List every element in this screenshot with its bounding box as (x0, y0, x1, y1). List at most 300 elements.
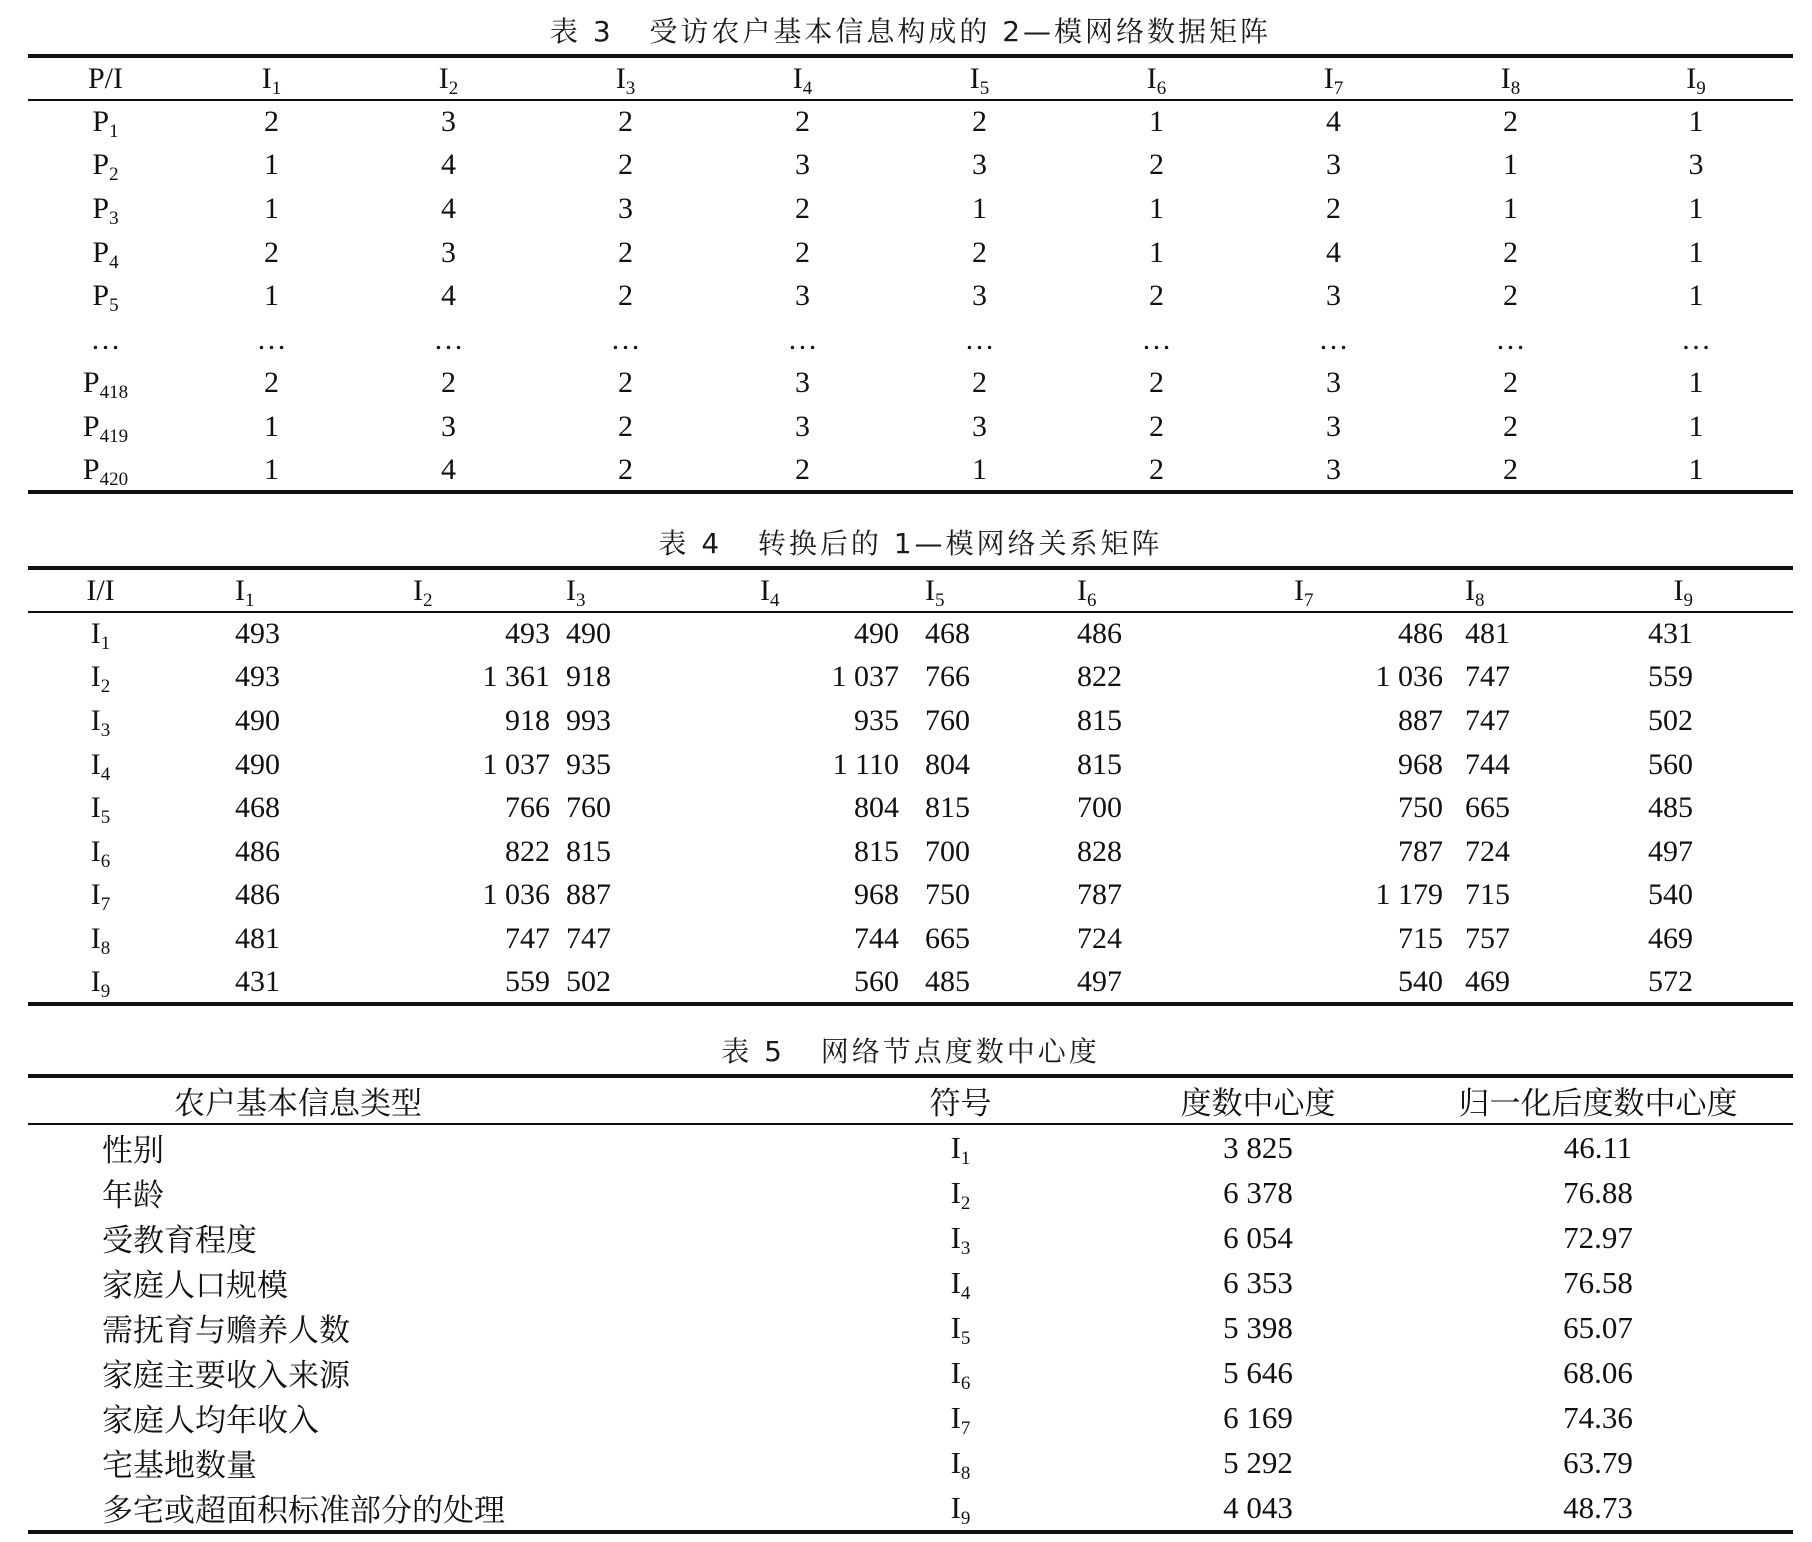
table3-cell: 1 (264, 148, 279, 182)
label-subscript: 2 (448, 77, 459, 99)
table3-row-header (28, 100, 183, 144)
table3-cell: 2 (1149, 366, 1164, 400)
table5-degree-cell: 3 825 (1223, 1129, 1293, 1165)
table3-cell: 2 (795, 191, 810, 225)
table4-cell: 560 (704, 961, 911, 1005)
label-subscript: 1 (100, 633, 111, 655)
table-row (28, 100, 1793, 144)
label-subscript: 2 (423, 589, 433, 611)
table3-cell: 2 (795, 235, 810, 269)
table4-cell: 747 (505, 921, 550, 955)
table3-row-header (28, 449, 183, 493)
table4-cell: 665 (925, 921, 970, 955)
table4-cell: 469 (1648, 921, 1693, 955)
table4-cell: 815 (1077, 747, 1122, 781)
label-subscript: 4 (802, 77, 813, 99)
label-base: I (90, 834, 101, 868)
table3-cell: … (787, 322, 818, 356)
label-subscript: 5 (935, 589, 945, 611)
table4-cell: 744 (1465, 747, 1510, 781)
table4-caption: 表 4 转换后的 1—模网络关系矩阵 (658, 527, 1163, 560)
table3-cell: 2 (618, 105, 633, 139)
table5-symbol-cell (688, 1215, 1073, 1260)
table4-cell: 431 (1648, 617, 1693, 651)
table3 (28, 54, 1793, 494)
table-row (28, 1170, 1793, 1215)
table4-cell: 760 (925, 703, 970, 737)
label-base: I (90, 878, 101, 912)
table3-corner: P/I (28, 56, 183, 100)
label-base: P (82, 452, 100, 486)
label-base: I (90, 791, 101, 825)
table3-cell: 1 (1503, 191, 1518, 225)
label-subscript: 2 (109, 164, 119, 186)
label-base: P (92, 148, 110, 182)
label-subscript: 9 (960, 1507, 971, 1529)
table4-cell: 502 (1648, 703, 1693, 737)
table-row (28, 144, 1793, 188)
label-subscript: 8 (960, 1462, 971, 1484)
table5-normalized-cell: 48.73 (1403, 1485, 1793, 1532)
table5-degree-cell: 5 646 (1223, 1354, 1293, 1390)
table4-cell: 815 (854, 834, 899, 868)
table3-cell: 2 (1503, 409, 1518, 443)
table3-cell: 2 (1326, 191, 1341, 225)
table5-degree-cell: 4 043 (1073, 1485, 1403, 1532)
table3-cell: 2 (972, 105, 987, 139)
table4-cell: 887 (1398, 703, 1443, 737)
label-base: I (235, 573, 245, 607)
table-row (28, 274, 1793, 318)
table4-corner: I/I (28, 568, 173, 612)
table4-col-header (1449, 568, 1597, 612)
table-row (28, 1350, 1793, 1395)
table-row (28, 1485, 1793, 1532)
table5-degree-cell: 6 054 (1223, 1219, 1293, 1255)
table3-cell: 1 (972, 191, 987, 225)
table5-header-symbol: 符号 (688, 1076, 1073, 1124)
table5-normalized-cell: 74.36 (1563, 1399, 1633, 1435)
table3-cell: 4 (360, 449, 537, 493)
table4-col-header (1238, 568, 1449, 612)
label-subscript: 5 (960, 1327, 971, 1349)
label-subscript: 2 (960, 1192, 971, 1214)
table3-cell: 2 (441, 366, 456, 400)
table-row (28, 231, 1793, 275)
label-subscript: 6 (960, 1372, 971, 1394)
table3-cell: 1 (1599, 449, 1793, 493)
table4-section (28, 522, 1793, 1006)
table4-cell: 486 (1398, 617, 1443, 651)
table3-cell: 3 (1688, 148, 1704, 182)
table4-row-header (28, 656, 173, 700)
table3-cell: 1 (1688, 279, 1704, 313)
label-subscript: 3 (576, 589, 586, 611)
table4-cell: 486 (235, 878, 280, 912)
table4-cell: 887 (566, 878, 611, 912)
table4-cell: 490 (235, 703, 280, 737)
table3-row-header (28, 318, 183, 362)
table3-cell: 2 (972, 235, 987, 269)
table-row (28, 743, 1793, 787)
label-base: I (90, 617, 101, 651)
table3-cell: 1 (264, 191, 279, 225)
table3-cell: 2 (618, 279, 633, 313)
label-subscript: 3 (109, 207, 119, 229)
table4-cell: 918 (505, 703, 550, 737)
table3-cell: 2 (714, 449, 891, 493)
table3-cell: 3 (1326, 279, 1341, 313)
table4-row-header (28, 830, 173, 874)
table4-cell: 750 (925, 878, 970, 912)
table4-col-header (1063, 568, 1238, 612)
table3-cell: 3 (618, 191, 633, 225)
table5-header-normalized: 归一化后度数中心度 (1403, 1076, 1793, 1124)
table4-col-header (911, 568, 1063, 612)
label-base: I (566, 573, 576, 607)
table3-col-header (537, 56, 714, 100)
table4-cell: 490 (235, 747, 280, 781)
table5-degree-cell: 6 353 (1223, 1264, 1293, 1300)
table4-cell: 787 (1398, 834, 1443, 868)
table5-symbol-cell (688, 1485, 1073, 1532)
table4-cell: 572 (1597, 961, 1793, 1005)
table3-cell: 1 (1688, 366, 1704, 400)
table3-section (28, 10, 1793, 494)
table3-row-header (28, 231, 183, 275)
table-row (28, 1440, 1793, 1485)
label-subscript: 6 (1087, 589, 1097, 611)
label-base: I (1146, 61, 1157, 95)
table3-cell: 4 (1326, 235, 1341, 269)
table4-cell: 918 (566, 660, 611, 694)
table4-cell: 486 (235, 834, 280, 868)
table3-cell: 3 (972, 279, 987, 313)
table4-cell: 490 (566, 617, 611, 651)
table3-cell: … (1495, 322, 1526, 356)
table3-cell: 4 (441, 279, 456, 313)
table3-cell: 2 (1068, 449, 1245, 493)
table4-body (28, 612, 1793, 1004)
label-base: I (792, 61, 803, 95)
table3-cell: 3 (1326, 148, 1341, 182)
table5-degree-cell: 5 398 (1223, 1309, 1293, 1345)
table3-col-header (183, 56, 360, 100)
table3-cell: 3 (1326, 409, 1341, 443)
label-subscript: 5 (100, 807, 111, 829)
label-subscript: 8 (100, 937, 111, 959)
label-base: I (760, 573, 770, 607)
table4-cell: 828 (1077, 834, 1122, 868)
table5-type-cell: 多宅或超面积标准部分的处理 (28, 1485, 688, 1532)
table4-cell: 747 (566, 921, 611, 955)
label-base: I (90, 921, 101, 955)
table3-col-header (714, 56, 891, 100)
table3-cell: 2 (618, 148, 633, 182)
label-subscript: 419 (99, 425, 129, 447)
label-subscript: 7 (100, 894, 111, 916)
label-base: I (950, 1129, 961, 1165)
table3-cell: 1 (1688, 191, 1704, 225)
table3-cell: 3 (795, 409, 810, 443)
table4-cell: 760 (566, 791, 611, 825)
label-base: I (1673, 573, 1684, 607)
table4-row-header (28, 699, 173, 743)
label-base: I (90, 660, 101, 694)
table4-cell: 700 (925, 834, 970, 868)
table4-cell: 485 (911, 961, 1063, 1005)
label-base: I (950, 1174, 961, 1210)
table4-cell: 1 179 (1375, 878, 1443, 912)
table-row (28, 449, 1793, 493)
table4-row-header (28, 961, 173, 1005)
table-row (28, 1395, 1793, 1440)
table3-col-header (1068, 56, 1245, 100)
table3-cell: 2 (1422, 449, 1599, 493)
label-subscript: 1 (109, 121, 119, 143)
table3-cell: 1 (264, 279, 279, 313)
table3-row-header (28, 274, 183, 318)
table5-degree-cell: 5 292 (1223, 1444, 1293, 1480)
table4-cell: 700 (1077, 791, 1122, 825)
table-row (28, 1305, 1793, 1350)
table4-cell: 724 (1465, 834, 1510, 868)
table-row (28, 1260, 1793, 1305)
table4-cell: 1 110 (832, 747, 899, 781)
table3-cell: 1 (1149, 105, 1164, 139)
table3-cell: … (433, 322, 464, 356)
label-base: I (925, 573, 935, 607)
label-base: I (969, 61, 980, 95)
table3-cell: 3 (441, 105, 456, 139)
table5-type-cell: 家庭人口规模 (102, 1268, 288, 1304)
table4-row-header (28, 874, 173, 918)
table3-cell: 3 (1326, 366, 1341, 400)
table4-cell: 747 (1465, 703, 1510, 737)
table3-cell: 1 (1149, 191, 1164, 225)
label-subscript: 8 (1510, 77, 1521, 99)
table4-col-header (704, 568, 911, 612)
label-base: P (92, 235, 110, 269)
table5-normalized-cell: 76.88 (1563, 1174, 1633, 1210)
table3-cell: 2 (264, 366, 279, 400)
table4-cell: 750 (1398, 791, 1443, 825)
table4-cell: 815 (925, 791, 970, 825)
label-base: I (1323, 61, 1334, 95)
table3-col-header (891, 56, 1068, 100)
table4-col-header (173, 568, 348, 612)
table4-cell: 787 (1077, 878, 1122, 912)
table5-body (28, 1124, 1793, 1532)
table3-cell: 3 (795, 148, 810, 182)
table4-cell: 1 037 (831, 660, 899, 694)
table3-cell: 2 (1503, 279, 1518, 313)
table4-cell: 481 (235, 921, 280, 955)
table3-cell: … (1318, 322, 1349, 356)
table4-cell: 559 (1648, 660, 1693, 694)
label-base: I (1500, 61, 1511, 95)
table4-cell: 747 (1465, 660, 1510, 694)
table3-cell: 2 (618, 235, 633, 269)
table3-cell: … (964, 322, 995, 356)
table5-header-degree: 度数中心度 (1073, 1076, 1403, 1124)
table3-cell: 3 (441, 409, 456, 443)
label-subscript: 3 (960, 1237, 971, 1259)
label-base: P (82, 366, 100, 400)
table-row (28, 362, 1793, 406)
table5 (28, 1074, 1793, 1534)
label-base: I (950, 1309, 961, 1345)
table3-cell: 2 (1149, 409, 1164, 443)
table3-header-row (28, 56, 1793, 100)
table4-cell: 766 (925, 660, 970, 694)
table4-cell: 497 (1648, 834, 1693, 868)
table5-normalized-cell: 76.58 (1563, 1264, 1633, 1300)
table-row (28, 405, 1793, 449)
table5-type-cell: 受教育程度 (102, 1223, 257, 1259)
label-base: P (92, 191, 110, 225)
table3-row-header (28, 362, 183, 406)
table4-cell: 815 (566, 834, 611, 868)
table3-cell: 4 (441, 148, 456, 182)
table3-cell: 2 (795, 105, 810, 139)
table5-type-cell: 性别 (102, 1133, 164, 1169)
table4-cell: 468 (235, 791, 280, 825)
table3-cell: 2 (618, 409, 633, 443)
table5-normalized-cell: 72.97 (1563, 1219, 1633, 1255)
label-subscript: 4 (770, 589, 780, 611)
table3-row-header (28, 144, 183, 188)
label-base: I (90, 703, 101, 737)
label-base: I (1077, 573, 1087, 607)
table3-row-header (28, 405, 183, 449)
label-base: I (1686, 61, 1697, 95)
table3-col-header (360, 56, 537, 100)
table3-cell: 2 (537, 449, 714, 493)
label-subscript: 3 (100, 719, 111, 741)
table4-row-header (28, 786, 173, 830)
table4-cell: 804 (854, 791, 899, 825)
label-base: P (92, 279, 110, 313)
table5-normalized-cell: 46.11 (1563, 1129, 1633, 1165)
table4-cell: 968 (1398, 747, 1443, 781)
table5-type-cell: 年龄 (102, 1178, 164, 1214)
table4-cell: 493 (235, 617, 280, 651)
label-subscript: 418 (99, 382, 129, 404)
table-row (28, 656, 1793, 700)
table5-section (28, 1030, 1793, 1534)
table5-symbol-cell (688, 1350, 1073, 1395)
table4-cell: 935 (854, 703, 899, 737)
label-subscript: 4 (109, 251, 119, 273)
table3-cell: 1 (1688, 235, 1704, 269)
table4-cell: 468 (925, 617, 970, 651)
table4-col-header (348, 568, 556, 612)
table3-cell: … (1141, 322, 1172, 356)
table4-cell: 1 361 (482, 660, 550, 694)
table4-cell: 497 (1063, 961, 1238, 1005)
table-row (28, 612, 1793, 656)
table5-symbol-cell (688, 1305, 1073, 1350)
table3-caption: 表 3 受访农户基本信息构成的 2—模网络数据矩阵 (549, 15, 1272, 48)
table3-cell: 2 (1503, 105, 1518, 139)
table4-cell: 757 (1465, 921, 1510, 955)
label-base: I (950, 1264, 961, 1300)
label-base: I (950, 1399, 961, 1435)
table4-cell: 822 (505, 834, 550, 868)
table3-cell: 2 (264, 235, 279, 269)
table4-col-header (556, 568, 704, 612)
table4-cell: 724 (1077, 921, 1122, 955)
table3-col-header (1599, 56, 1793, 100)
label-base: … (90, 322, 121, 356)
label-base: I (950, 1444, 961, 1480)
table4-cell: 815 (1077, 703, 1122, 737)
label-base: I (90, 964, 101, 998)
label-base: I (90, 747, 101, 781)
table3-cell: 4 (441, 191, 456, 225)
table3-cell: 1 (891, 449, 1068, 493)
table3-col-header (1245, 56, 1422, 100)
table5-caption: 表 5 网络节点度数中心度 (721, 1035, 1100, 1068)
label-subscript: 9 (1683, 589, 1693, 611)
table4-cell: 560 (1648, 747, 1693, 781)
label-subscript: 8 (1475, 589, 1485, 611)
table3-cell: 2 (1503, 366, 1518, 400)
table4-row-header (28, 917, 173, 961)
table-row (28, 699, 1793, 743)
label-base: I (1465, 573, 1475, 607)
label-subscript: 9 (100, 980, 111, 1002)
table3-cell: 3 (441, 235, 456, 269)
table3-cell: 2 (972, 366, 987, 400)
table4-row-header (28, 743, 173, 787)
table4-cell: 502 (556, 961, 704, 1005)
table3-cell: 3 (795, 279, 810, 313)
table4-cell: 469 (1449, 961, 1597, 1005)
table5-symbol-cell (688, 1440, 1073, 1485)
table4-cell: 993 (566, 703, 611, 737)
table3-row-header (28, 187, 183, 231)
table5-type-cell: 家庭人均年收入 (102, 1403, 319, 1439)
table5-normalized-cell: 68.06 (1563, 1354, 1633, 1390)
table4-cell: 431 (173, 961, 348, 1005)
table4-cell: 486 (1077, 617, 1122, 651)
label-subscript: 420 (99, 468, 129, 490)
label-subscript: 4 (100, 763, 111, 785)
table5-type-cell: 宅基地数量 (102, 1448, 257, 1484)
table3-cell: 3 (972, 148, 987, 182)
label-subscript: 7 (1304, 589, 1314, 611)
table5-header-row (28, 1076, 1793, 1124)
table4-cell: 715 (1398, 921, 1443, 955)
table5-degree-cell: 6 169 (1223, 1399, 1293, 1435)
table-row (28, 961, 1793, 1005)
label-base: I (261, 61, 272, 95)
table4-cell: 744 (854, 921, 899, 955)
label-subscript: 2 (100, 676, 111, 698)
table3-cell: 4 (1326, 105, 1341, 139)
table4-cell: 493 (505, 617, 550, 651)
label-base: I (1294, 573, 1304, 607)
table5-degree-cell: 6 378 (1223, 1174, 1293, 1210)
table5-symbol-cell (688, 1170, 1073, 1215)
table3-cell: 2 (1503, 235, 1518, 269)
table3-cell: 3 (1245, 449, 1422, 493)
label-subscript: 6 (100, 850, 111, 872)
label-subscript: 4 (960, 1282, 971, 1304)
label-base: I (950, 1354, 961, 1390)
